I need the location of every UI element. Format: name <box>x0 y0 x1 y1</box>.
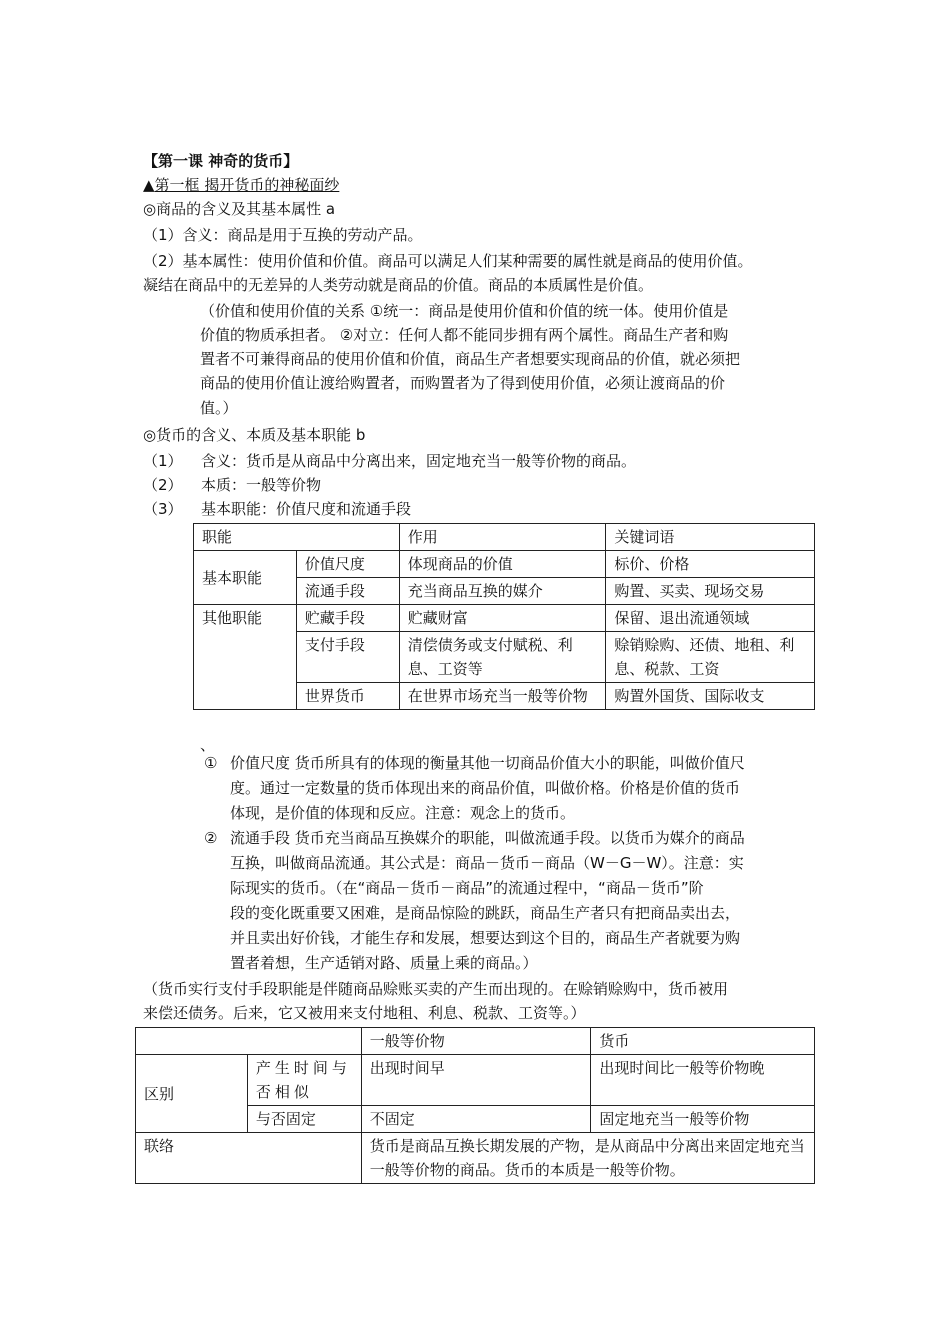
lesson-title: 【第一课 神奇的货币】 <box>143 152 299 170</box>
item-number: （2） <box>143 476 183 494</box>
payment-note-line: （货币实行支付手段职能是伴随商品赊账买卖的产生而出现的。在赊销赊购中，货币被用 <box>143 980 729 998</box>
cell-keywords: 购置、买卖、现场交易 <box>606 578 815 605</box>
list-item <box>143 474 321 496</box>
cell-role: 充当商品互换的媒介 <box>399 578 606 605</box>
cell-keywords: 标价、价格 <box>606 551 815 578</box>
circled-item <box>204 827 745 849</box>
cell-name: 流通手段 <box>296 578 399 605</box>
circled-item <box>204 752 745 774</box>
note-line: 价值的物质承担者。 ②对立：任何人都不能同步拥有两个属性。商品生产者和购 <box>200 326 729 344</box>
circled-line: 互换，叫做商品流通。其公式是：商品－货币－商品（W－G－W）。注意：实 <box>230 854 744 872</box>
cell-keywords: 赊销赊购、还债、地租、利息、税款、工资 <box>606 632 815 683</box>
cell-role: 清偿债务或支付赋税、利息、工资等 <box>399 632 606 683</box>
cell-role: 贮藏财富 <box>399 605 606 632</box>
circled-line: 置者着想，生产适销对路、质量上乘的商品。） <box>230 954 538 972</box>
cell-role: 体现商品的价值 <box>399 551 606 578</box>
paragraph-attributes: （2）基本属性：使用价值和价值。商品可以满足人们某种需要的属性就是商品的使用价值。 <box>143 252 753 270</box>
note-line: 商品的使用价值让渡给购置者，而购置者为了得到使用价值，必须让渡商品的价 <box>200 374 726 392</box>
item-number: （3） <box>143 500 183 518</box>
group-other: 其他职能 <box>194 605 297 710</box>
bullseye-icon: ◎ <box>143 426 157 444</box>
cell-a: 出现时间早 <box>361 1055 591 1106</box>
cell-keywords: 保留、退出流通领域 <box>606 605 815 632</box>
item-number: （1） <box>143 452 183 470</box>
circled-line: 度。通过一定数量的货币体现出来的商品价值，叫做价格。价格是价值的货币 <box>230 779 741 797</box>
topic-title: 商品的含义及其基本属性 a <box>156 200 336 218</box>
cell-aspect: 产生时间与否相似 <box>247 1055 361 1106</box>
circled-line: 并且卖出好价钱，才能生存和发展，想要达到这个目的，商品生产者就要为购 <box>230 929 741 947</box>
cell-name: 贮藏手段 <box>296 605 399 632</box>
section-heading <box>143 174 339 196</box>
stray-mark: 、 <box>200 736 216 754</box>
header-equivalent: 一般等价物 <box>361 1028 591 1055</box>
link-text: 货币是商品互换长期发展的产物，是从商品中分离出来固定地充当一般等价物的商品。货币的本质是一般等价物。 <box>361 1133 814 1184</box>
comparison-table <box>135 1027 815 1184</box>
cell-aspect: 与否固定 <box>247 1106 361 1133</box>
group-basic: 基本职能 <box>194 551 297 605</box>
cell-role: 在世界市场充当一般等价物 <box>399 683 606 710</box>
table-row <box>136 1133 815 1184</box>
circled-line: 价值尺度 货币所具有的体现的衡量其他一切商品价值大小的职能，叫做价值尺 <box>230 754 745 772</box>
cell-name: 价值尺度 <box>296 551 399 578</box>
diff-label: 区别 <box>136 1055 248 1133</box>
triangle-icon: ▲ <box>143 176 155 194</box>
item-text: 本质：一般等价物 <box>201 476 322 494</box>
circled-line: 体现，是价值的体现和反应。注意：观念上的货币。 <box>230 804 576 822</box>
item-text: 含义：货币是从商品中分离出来，固定地充当一般等价物的商品。 <box>201 452 637 470</box>
functions-table <box>193 523 815 710</box>
cell-b: 固定地充当一般等价物 <box>591 1106 815 1133</box>
cell-name: 世界货币 <box>296 683 399 710</box>
header-role: 作用 <box>399 524 606 551</box>
item-text: 基本职能：价值尺度和流通手段 <box>201 500 412 518</box>
link-label: 联络 <box>136 1133 362 1184</box>
section-title: 第一框 揭开货币的神秘面纱 <box>154 176 340 194</box>
list-item <box>143 450 636 472</box>
circled-line: 段的变化既重要又困难，是商品惊险的跳跃，商品生产者只有把商品卖出去， <box>230 904 741 922</box>
note-line: 值。） <box>200 399 238 417</box>
circled-line: 际现实的货币。（在“商品－货币－商品”的流通过程中，“商品－货币”阶 <box>230 879 704 897</box>
cell-a: 不固定 <box>361 1106 591 1133</box>
paragraph-definition: （1）含义：商品是用于互换的劳动产品。 <box>143 226 423 244</box>
payment-note-line: 来偿还债务。后来，它又被用来支付地租、利息、税款、工资等。） <box>143 1004 586 1022</box>
table-header-row <box>136 1028 815 1055</box>
header-money: 货币 <box>591 1028 815 1055</box>
paragraph-attributes-cont: 凝结在商品中的无差异的人类劳动就是商品的价值。商品的本质属性是价值。 <box>143 276 654 294</box>
cell-keywords: 购置外国货、国际收支 <box>606 683 815 710</box>
note-line: （价值和使用价值的关系 ①统一：商品是使用价值和价值的统一体。使用价值是 <box>200 302 729 320</box>
table-row <box>194 605 815 632</box>
note-line: 置者不可兼得商品的使用价值和价值，商品生产者想要实现商品的价值，就必须把 <box>200 350 741 368</box>
topic-heading-commodity <box>143 198 335 220</box>
table-header-row <box>194 524 815 551</box>
circled-number: ① <box>204 754 218 772</box>
header-empty <box>136 1028 362 1055</box>
table-row <box>136 1055 815 1106</box>
header-function: 职能 <box>194 524 400 551</box>
cell-b: 出现时间比一般等价物晚 <box>591 1055 815 1106</box>
circled-number: ② <box>204 829 218 847</box>
list-item <box>143 498 411 520</box>
table-row <box>194 551 815 578</box>
topic-heading-money <box>143 424 365 446</box>
bullseye-icon: ◎ <box>143 200 157 218</box>
header-keywords: 关键词语 <box>606 524 815 551</box>
cell-name: 支付手段 <box>296 632 399 683</box>
topic-title: 货币的含义、本质及基本职能 b <box>156 426 366 444</box>
circled-line: 流通手段 货币充当商品互换媒介的职能，叫做流通手段。以货币为媒介的商品 <box>230 829 745 847</box>
